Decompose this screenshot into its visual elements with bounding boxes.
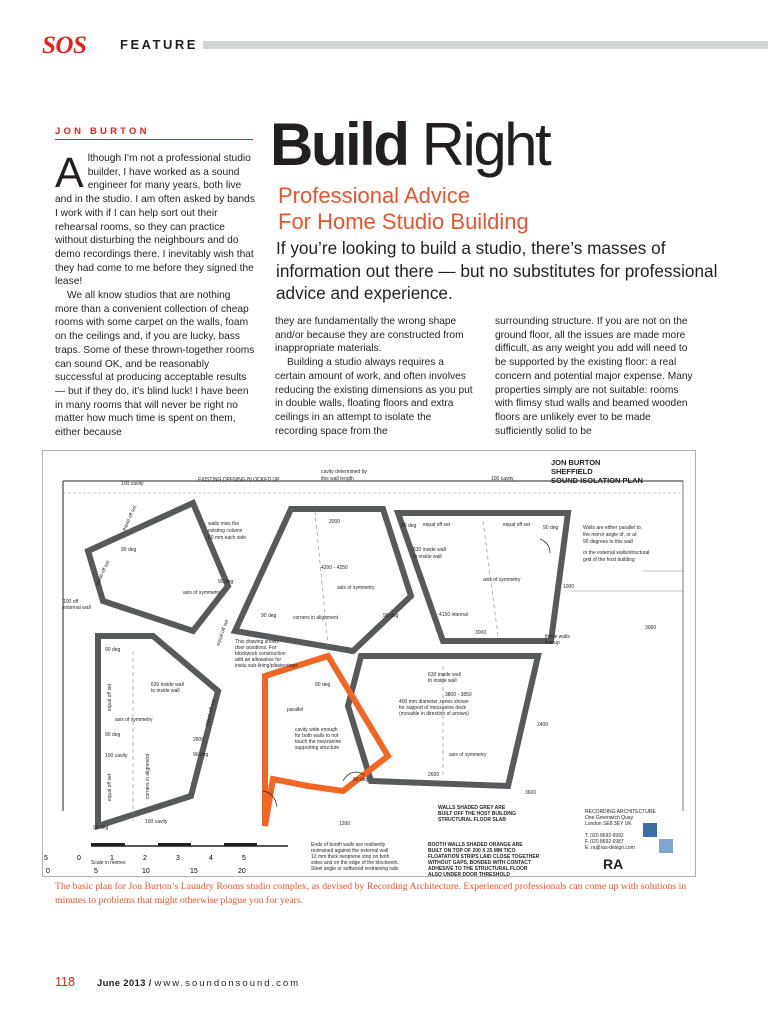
plan-label: ADHESIVE TO THE STRUCTURAL FLOOR — [428, 866, 528, 872]
paragraph: surrounding structure. If you are not on the ground floor, all the issues are made more difficult, as any weight you add will need to be supported by the existing floor: a real concern and potential major expense. Many properties simply are not suitable: rooms with flimsy stud walls and beamed wooden floors are unlikely ever to be made sufficiently solid to be — [495, 316, 693, 437]
plan-label: 90 deg — [105, 732, 121, 738]
plan-label: Ends of booth walls are resiliently — [311, 842, 386, 848]
plan-label: or the external walls/structural — [583, 550, 650, 556]
paragraph: We all know studios that are nothing more than a convenient collection of cheap rooms with some carpet on the walls, foam on the ceilings and, if you are lucky, bass traps. Some of these thrown-together rooms can sound OK, and be reasonably successful at producing acceptable results — but if they do, it’s blind luck! I have been in many rooms that will never be right no matter how much time is spent on them, either because — [55, 290, 255, 439]
plan-label: 90 deg — [105, 647, 121, 653]
plan-label: supporting structure — [295, 745, 340, 751]
section-label: FEATURE — [120, 37, 198, 52]
plan-label: axis of symmetry — [449, 752, 487, 758]
plan-label: STRUCTURAL FLOOR SLAB — [438, 817, 506, 823]
plan-label: 90 deg — [315, 682, 331, 688]
plan-label: 2600 — [428, 772, 440, 778]
plan-label: 90 deg — [218, 579, 234, 585]
scale-metre-label: 5 — [44, 855, 48, 862]
door-arc — [540, 539, 550, 553]
plan-label: WALLS SHADED GREY ARE — [438, 805, 506, 811]
figure-caption: The basic plan for Jon Burton’s Laundry Rooms studio complex, as devised by Recording Architecture. Experienced professionals can come up with solutions in minutes to problems that might otherwise plague you for years. — [55, 881, 687, 906]
paragraph: they are fundamentally the wrong shape and/or because they are constructed from inappropriate materials. — [275, 316, 464, 355]
plan-drawing — [43, 451, 695, 876]
plan-label: F. 020 8692 6987 — [585, 839, 624, 845]
plan-label: parallel — [287, 707, 304, 713]
title-bold-word: Build — [270, 111, 408, 178]
scale-metre-label: 2 — [143, 855, 147, 862]
plan-label: 12 mm thick neoprene strip on both — [311, 854, 390, 860]
plan-label: add an allowance for — [235, 657, 282, 663]
issue-date: June 2013 — [97, 978, 146, 989]
scale-metre-label: 1 — [110, 855, 114, 862]
paragraph: Building a studio always requires a certain amount of work, and often involves reducing the existing dimensions as you put in double walls, floating floors and extra ceilings in an attempt to isolate the recording space from the — [275, 357, 473, 437]
plan-label: to inside wall — [428, 678, 457, 684]
subtitle-line-2: For Home Studio Building — [278, 209, 529, 234]
plan-label: corners in alignment — [293, 615, 339, 621]
plan-label: axis of symmetry — [115, 717, 153, 723]
plan-label: 4200 - 4250 — [321, 565, 348, 571]
plan-label: 630 inside wall — [428, 672, 461, 678]
scale-feet-label: 15 — [190, 868, 198, 874]
plan-label: walls miss the — [208, 521, 240, 527]
plan-label: equal off set — [423, 522, 451, 528]
plan-title-line: JON BURTON — [551, 458, 601, 467]
author-rule — [55, 139, 253, 140]
sound-isolation-plan — [42, 450, 696, 877]
article-column-1 — [55, 149, 255, 440]
title-light-word: Right — [421, 111, 550, 178]
page-number: 118 — [55, 975, 75, 989]
scale-metre-label: 3 — [176, 855, 180, 862]
plan-label: 100 cavity — [145, 819, 168, 825]
plan-label: cavity determined by — [321, 469, 367, 475]
plan-label: equal off set — [107, 773, 113, 801]
plan-label: equal off set — [503, 522, 531, 528]
plan-label: FLOATATION STRIPS LAID CLOSE TOGETHER — [428, 854, 540, 860]
scale-feet-label: 10 — [142, 868, 150, 874]
plan-label: T. 020 8692 6992 — [585, 833, 624, 839]
scale-metre-label: 4 — [209, 855, 213, 862]
plan-label: London SE8 3EY UK — [585, 821, 632, 827]
plan-label: (movable in direction of arrows) — [399, 711, 469, 717]
plan-label: 3000 — [475, 630, 487, 636]
plan-label: 2800 — [193, 737, 205, 743]
scale-feet-label: 0 — [46, 868, 50, 874]
plan-label: Walls are either parallel to, — [583, 525, 643, 531]
sos-logo-text: SOS — [42, 32, 87, 59]
paragraph — [55, 149, 255, 289]
scale-numbers — [42, 852, 292, 874]
header-rule — [203, 41, 768, 49]
scale-feet-label: 5 — [94, 868, 98, 874]
plan-label: 90 deg — [383, 613, 399, 619]
plan-label: equal off set — [107, 683, 113, 711]
plan-label: BOOTH WALLS SHADED ORANGE ARE — [428, 842, 523, 848]
plan-label: sides and on the edge of the blockwork. — [311, 860, 400, 866]
plan-label: the mirror angle of, or at — [583, 532, 637, 538]
plan-label: to inside wall — [151, 688, 180, 694]
plan-label: 50 mm each side — [208, 535, 247, 541]
author-byline: JON BURTON — [55, 126, 150, 137]
plan-label: 100 off — [63, 599, 79, 605]
plan-label: 90 deg — [261, 613, 277, 619]
sos-logo — [42, 34, 116, 58]
plan-label: grid of the host building — [583, 557, 635, 563]
plan-label: existing column — [208, 528, 243, 534]
footer-issue — [97, 978, 300, 989]
plan-label: blockwork construction — [235, 651, 286, 657]
plan-label: 90 deg — [193, 752, 209, 758]
paragraph-text: lthough I’m not a professional studio builder, I have worked as a sound engineer for many years, both live and in the studio. I am often asked by bands I work with if I can help sort out their rehearsal rooms, so they can practice without disturbing the neighbours and do demo recordings there. I inevitably wish that they had come to me before they signed the lease! — [55, 153, 255, 288]
plan-label: BUILT ON TOP OF 200 X 25 MM TICO — [428, 848, 516, 854]
plan-title-line: SOUND ISOLATION PLAN — [551, 476, 643, 485]
plan-label: 90 deg — [543, 525, 559, 531]
plan-label: touch the mezzanine — [295, 739, 342, 745]
plan-label: insitu sub-lining/plasterstops — [235, 663, 298, 669]
subtitle-line-1: Professional Advice — [278, 183, 470, 208]
ra-logo-square — [659, 839, 673, 853]
plan-label: WITHOUT GAPS, BONDED WITH CONTACT — [428, 860, 531, 866]
plan-label: ALSO UNDER DOOR THRESHOLD — [428, 872, 510, 876]
plan-label: 100 cavity — [105, 753, 128, 759]
axis-line — [315, 511, 328, 646]
plan-label: 3800 - 3850 — [445, 692, 472, 698]
plan-label: 1000 — [563, 584, 575, 590]
plan-label: for support of mezzanine deck — [399, 705, 466, 711]
room-left — [98, 636, 218, 826]
plan-label: 3600 — [525, 790, 537, 796]
plan-label: equal off set — [121, 504, 139, 532]
article-title — [270, 110, 549, 180]
ra-logo-text: RA — [603, 856, 624, 872]
plan-label: corners in alignment — [145, 753, 151, 799]
scale-feet-label: 20 — [238, 868, 246, 874]
plan-label: restrained against the external wall — [311, 848, 389, 854]
plan-label: 4150 internal — [439, 612, 468, 618]
plan-label: axis of symmetry — [183, 590, 221, 596]
plan-label: One Greenwich Quay — [585, 815, 634, 821]
scale-metre-label: 5 — [242, 855, 246, 862]
plan-label: 90 deg — [121, 547, 137, 553]
footer-url: www.soundonsound.com — [154, 978, 301, 989]
plan-label: door positions. For — [235, 645, 277, 651]
plan-label: EXISTING OPENING BLOCKED UP — [198, 477, 280, 483]
plan-label: BUILT OFF THE HOST BUILDING — [438, 811, 516, 817]
plan-label: these walls — [545, 634, 570, 640]
scale-numbers-svg — [42, 852, 292, 874]
article-subtitle — [278, 183, 698, 235]
plan-title-line: SHEFFIELD — [551, 467, 593, 476]
ra-logo-square — [643, 823, 657, 837]
plan-label: axis of symmetry — [483, 577, 521, 583]
plan-label: 90 deg — [93, 825, 109, 831]
plan-label: external wall — [63, 605, 91, 611]
footer-separator: / — [148, 978, 152, 989]
plan-label: 2400 — [537, 722, 549, 728]
standfirst: If you’re looking to build a studio, there’s masses of information out there — but no substitutes for professional advice and experience. — [276, 238, 718, 303]
plan-label: for both walls to not — [295, 733, 339, 739]
scale-metre-label: 0 — [77, 855, 81, 862]
plan-label: 2000 — [329, 519, 341, 525]
plan-label: This drawing shows — [235, 639, 279, 645]
plan-label: axis of symmetry — [337, 585, 375, 591]
article-column-3 — [495, 315, 695, 438]
plan-label: equal off set — [215, 619, 231, 647]
drop-cap: A — [55, 149, 84, 197]
plan-label: 3060 — [645, 625, 657, 631]
plan-label: 90 degrees to this wall — [583, 539, 633, 545]
plan-label: equal off set — [204, 698, 217, 727]
scale-label: Scale in metres — [91, 860, 126, 866]
plan-label: 630 inside wall — [151, 682, 184, 688]
plan-label: this wall length — [321, 476, 354, 482]
plan-label: 90 deg — [353, 777, 369, 783]
plan-label: E. ra@ras-design.com — [585, 845, 635, 851]
plan-label: cavity wide enough — [295, 727, 338, 733]
plan-label: RECORDING ARCHITECTURE — [585, 809, 656, 815]
plan-label: 90 deg — [401, 523, 417, 529]
plan-label: to inside wall — [413, 554, 442, 560]
room-top-center — [235, 509, 411, 651]
plan-label: 400 mm diameter zones shown — [399, 699, 469, 705]
article-column-2 — [275, 315, 475, 438]
plan-label: 1200 — [339, 821, 351, 827]
plan-label: Steel angle or softwood restraining rails — [311, 866, 399, 872]
plan-label: 100 cavity — [491, 476, 514, 482]
plan-label: equal off set — [94, 559, 112, 587]
plan-label: 100 cavity — [121, 481, 144, 487]
plan-label: 630 inside wall — [413, 547, 446, 553]
plan-label: line up — [545, 640, 560, 646]
